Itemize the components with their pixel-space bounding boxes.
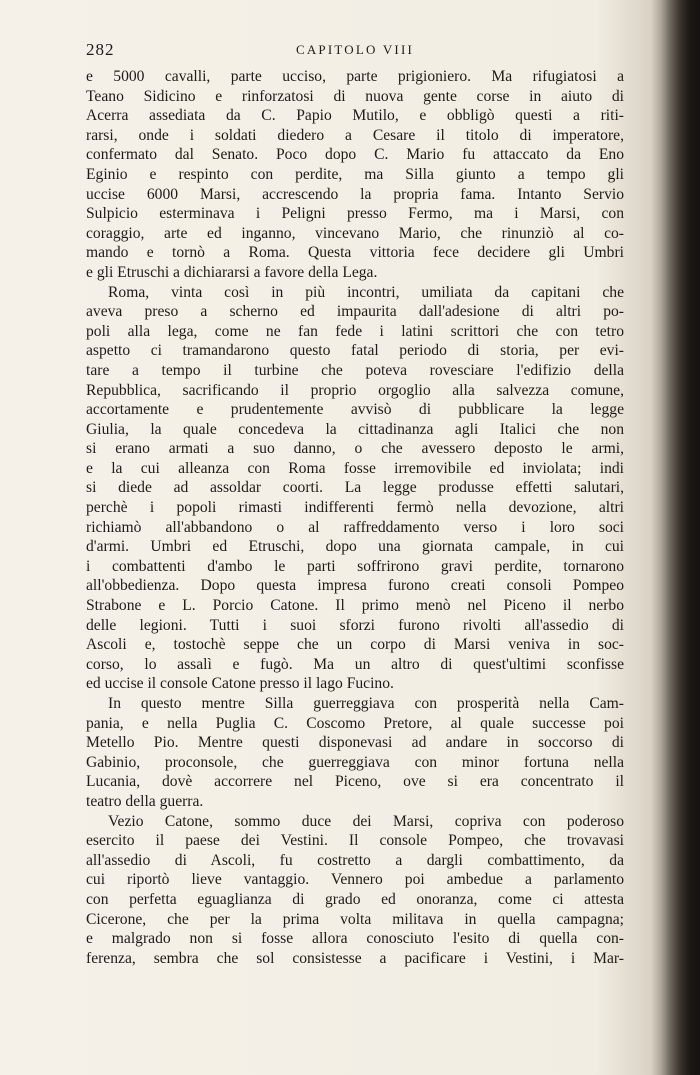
text-line: ed uccise il console Catone presso il lago Fucino. (86, 675, 394, 693)
text-line: Vezio Catone, sommo duce dei Marsi, copriva con poderoso (108, 812, 624, 830)
text-line: Metello Pio. Mentre questi disponevasi ad andare in soccorso di (86, 734, 624, 752)
text-line: Roma, vinta così in più incontri, umiliata da capitani che (108, 283, 624, 301)
text-line: Repubblica, sacrificando il proprio orgoglio alla salvezza comune, (86, 381, 624, 399)
text-line: e gli Etruschi a dichiararsi a favore della Lega. (86, 263, 378, 281)
text-line: Giulia, la quale concedeva la cittadinanza agli Italici che non (86, 420, 624, 438)
text-line: In questo mentre Silla guerreggiava con prosperità nella Cam- (108, 695, 624, 712)
page-header (86, 40, 624, 64)
text-line: uccise 6000 Marsi, accrescendo la propria fama. Intanto Servio (86, 185, 624, 203)
text-line: all'obbedienza. Dopo questa impresa furono creati consoli Pompeo (86, 577, 624, 595)
text-line: i combattenti d'ambo le parti soffrirono gravi perdite, tornarono (86, 557, 624, 575)
text-line: d'armi. Umbri ed Etruschi, dopo una giornata campale, in cui (86, 538, 624, 556)
text-line: Ascoli e, tostochè seppe che un corpo di Marsi veniva in soc- (86, 636, 624, 654)
text-line: Cicerone, che per la prima volta militava in quella campagna; (86, 910, 624, 928)
text-line: Acerra assediata da C. Papio Mutilo, e obbligò questi a riti- (86, 107, 624, 125)
running-head: CAPITOLO VIII (295, 42, 415, 57)
text-line: confermato dal Senato. Poco dopo C. Mario fu attaccato da Eno (86, 146, 624, 164)
text-line: delle legioni. Tutti i suoi sforzi furono rivolti all'assedio di (86, 616, 624, 634)
text-line: aspetto ci tramandarono questo fatal periodo di storia, per evi- (86, 342, 624, 360)
page-number: 282 (86, 40, 115, 59)
text-line: aveva preso a scherno ed impaurita dall'adesione di altri po- (86, 303, 624, 321)
text-line: coraggio, arte ed inganno, vincevano Mario, che rinunziò al co- (86, 224, 624, 242)
text-line: poli alla lega, come ne fan fede i latini scrittori che con tetro (86, 322, 624, 340)
text-line: teatro della guerra. (86, 792, 204, 810)
text-line: ferenza, sembra che sol consistesse a pacificare i Vestini, i Mar- (86, 949, 624, 967)
text-line: e la cui alleanza con Roma fosse irremovibile ed inviolata; indi (86, 459, 624, 477)
text-line: si diede ad assoldar coorti. La legge produsse effetti salutari, (86, 479, 624, 497)
text-line: corso, lo assalì e fugò. Ma un altro di quest'ultimi sconfisse (86, 655, 624, 673)
text-line: cui riportò lieve vantaggio. Vennero poi ambedue a parlamento (86, 871, 624, 889)
text-line: rarsi, onde i soldati diedero a Cesare il titolo di imperatore, (86, 126, 624, 144)
text-line: Gabinio, proconsole, che guerreggiava con minor fortuna nella (86, 753, 624, 771)
text-line: perchè i popoli rimasti indifferenti fermò nella devozione, altri (86, 499, 624, 517)
text-line: mando e tornò a Roma. Questa vittoria fece decidere gli Umbri (86, 244, 624, 262)
text-line: e malgrado non si fosse allora conosciuto l'esito di quella con- (86, 930, 624, 948)
text-line: Lucania, dovè accorrere nel Piceno, ove si era concentrato il (86, 773, 624, 791)
text-line: si erano armati a suo danno, o che avessero deposto le armi, (86, 440, 624, 458)
text-line: accortamente e prudentemente avvisò di pubblicare la legge (86, 401, 624, 419)
text-line: con perfetta eguaglianza di grado ed onoranza, come ci attesta (86, 890, 624, 908)
text-line: Sulpicio esterminava i Peligni presso Fermo, ma i Marsi, con (86, 205, 624, 223)
text-line: tare a tempo il turbine che poteva rovesciare l'edifizio della (86, 361, 624, 379)
text-line: esercito il paese dei Vestini. Il console Pompeo, che trovavasi (86, 832, 624, 850)
text-line: e 5000 cavalli, parte ucciso, parte prigioniero. Ma rifugiatosi a (86, 68, 624, 85)
text-line: all'assedio di Ascoli, fu costretto a dargli combattimento, da (86, 851, 624, 869)
body-text (86, 67, 624, 968)
book-spine-shadow (662, 0, 700, 1075)
text-line: Strabone e L. Porcio Catone. Il primo menò nel Piceno il nerbo (86, 597, 624, 615)
text-line: Eginio e respinto con perdite, ma Silla giunto a tempo gli (86, 165, 624, 183)
text-line: pania, e nella Puglia C. Coscomo Pretore, al quale successe poi (86, 714, 624, 732)
text-line: richiamò all'abbandono o al raffreddamento verso i loro soci (86, 518, 624, 536)
text-line: Teano Sidicino e rinforzatosi di nuova gente corse in aiuto di (86, 87, 624, 105)
